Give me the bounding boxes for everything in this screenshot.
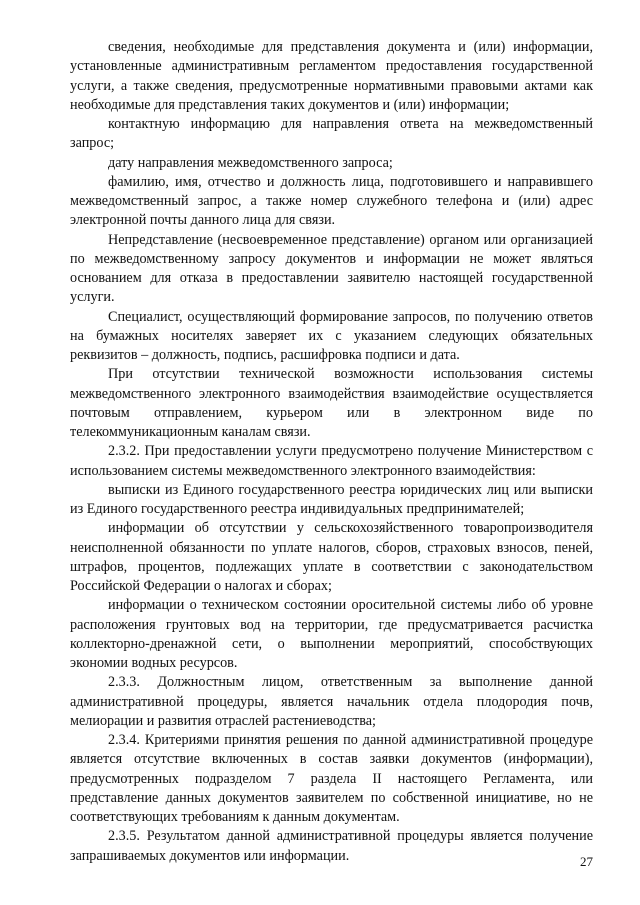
paragraph-2-3-3: 2.3.3. Должностным лицом, ответственным за выполнение данной административной процедуры, является начальник отдела плодородия почв, мелиорации и развития отраслей растениеводства; [70, 674, 593, 729]
paragraph-tax-obligations: информации об отсутствии у сельскохозяйственного товаропроизводителя неисполненной обязанности по уплате налогов, сборов, страховых взносов, пеней, штрафов, процентов, подлежащих уплате в соответствии с законодательством Российской Федерации о налогах и сборах; [70, 520, 593, 594]
paragraph-responsible-person: фамилию, имя, отчество и должность лица, подготовившего и направившего межведомственный запрос, а также номер служебного телефона и (или) адрес электронной почты данного лица для связи. [70, 173, 593, 229]
paragraph-request-date: дату направления межведомственного запроса; [108, 154, 393, 171]
paragraph-2-3-2: 2.3.2. При предоставлении услуги предусмотрено получение Министерством с использованием системы межведомственного электронного взаимодействия: [70, 443, 593, 479]
page-number: 27 [580, 854, 593, 869]
paragraph-request-details: сведения, необходимые для представления документа и (или) информации, установленные административным регламентом предоставления государственной услуги, а также сведения, предусмотренные нормативными правовыми актами как необходимые для представления таких документов и (или) информации; [70, 39, 593, 113]
paragraph-contact-info: контактную информацию для направления ответа на межведомственный запрос; [70, 116, 593, 152]
paragraph-paper-responses: Специалист, осуществляющий формирование запросов, по получению ответов на бумажных носителях заверяет их с указанием следующих обязательных реквизитов – должность, подпись, расшифровка подписи и дата. [70, 308, 593, 363]
paragraph-registry-extracts: выписки из Единого государственного реестра юридических лиц или выписки из Единого государственного реестра индивидуальных предпринимателей; [70, 481, 593, 517]
paragraph-non-submission: Непредставление (несвоевременное представление) органом или организацией по межведомственному запросу документов и информации не может являться основанием для отказа в предоставлении заявителю настоящей государственной услуги. [70, 231, 593, 306]
paragraph-2-3-4: 2.3.4. Критериями принятия решения по данной административной процедуре является отсутствие включенных в состав заявки документов (информации), предусмотренных подразделом 7 раздела II настоящего Регламента, или представление данных документов заявителем по собственной инициативе, но не соответствующих требованиям к данным документам. [70, 732, 593, 825]
paragraph-no-technical-possibility: При отсутствии технической возможности использования системы межведомственного электронного взаимодействия взаимодействие осуществляется почтовым отправлением, курьером или в электронном виде по телекоммуникационным каналам связи. [70, 366, 593, 440]
paragraph-irrigation-state: информации о техническом состоянии оросительной системы либо об уровне расположения грунтовых вод на территории, где предусматривается расчистка коллекторно-дренажной сети, о выполнении мероприятий, способствующих экономии водных ресурсов. [70, 597, 593, 671]
paragraph-2-3-5: 2.3.5. Результатом данной административной процедуры является получение запрашиваемых документов или информации. [70, 828, 593, 864]
